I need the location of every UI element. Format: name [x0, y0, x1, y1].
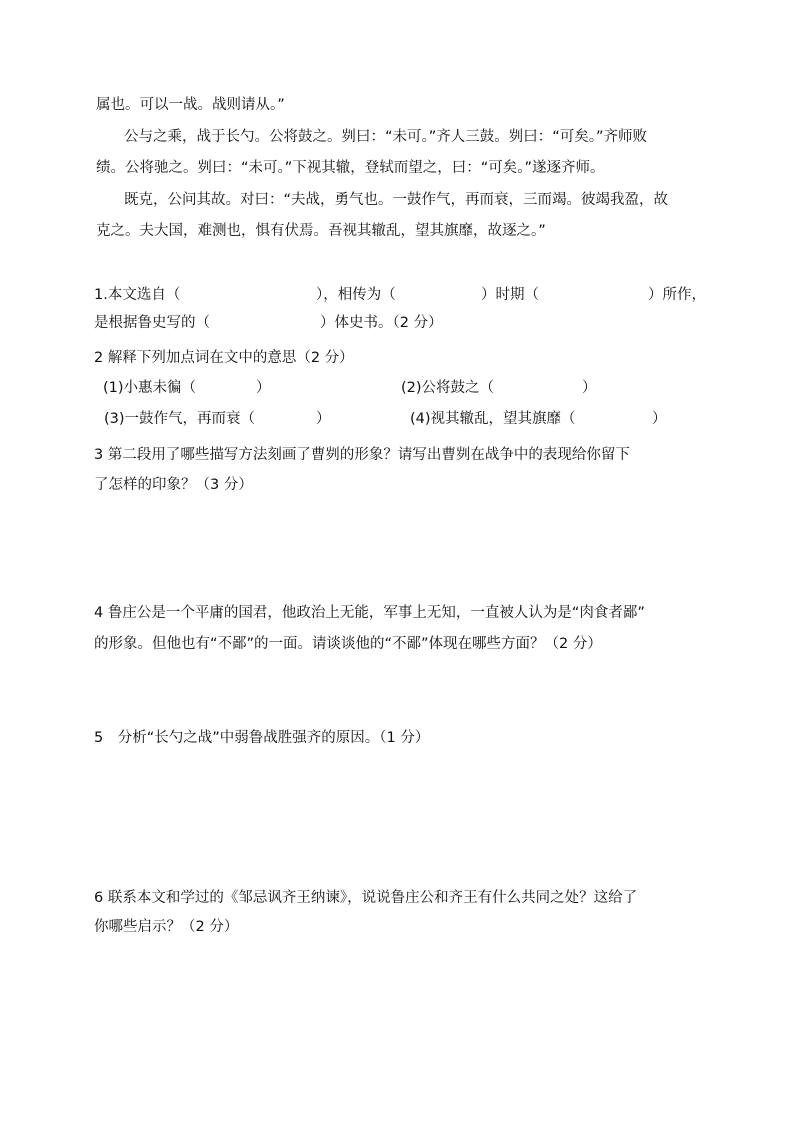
q3-text: 了怎样的印象？（3 分）: [94, 477, 253, 493]
q4-text: 的形象。但他也有“不鄙”的一面。请谈谈他的“不鄙”体现在哪些方面？（2 分）: [94, 636, 602, 652]
q2-item: (1)小惠未徧（: [103, 380, 197, 396]
q1-text: 是根据鲁史写的（: [94, 315, 210, 331]
q2-item: (3)一鼓作气，再而衰（: [104, 411, 256, 427]
q2-item: ）: [582, 380, 597, 396]
q1-text: ）所作，: [648, 287, 706, 303]
q1-text: ）体史书。（2 分）: [320, 315, 443, 331]
q1-text: 1.本文选自（: [94, 287, 181, 303]
q2-item: (2)公将鼓之（: [401, 380, 495, 396]
q2-title: 2 解释下列加点词在文中的意思（2 分）: [94, 350, 354, 366]
q1-text: ）时期（: [481, 287, 539, 303]
q2-item: ）: [316, 411, 331, 427]
q4-text: 4 鲁庄公是一个平庸的国君，他政治上无能，军事上无知，一直被人认为是“肉食者鄙”: [94, 605, 645, 621]
passage-line: 绩。公将驰之。刿曰：“未可。”下视其辙，登轼而望之，曰：“可矣。”遂逐齐师。: [96, 160, 605, 176]
passage-line: 公与之乘，战于长勺。公将鼓之。刿曰：“未可。”齐人三鼓。刿曰：“可矣。”齐师败: [124, 129, 648, 145]
q1-text: ），相传为（: [316, 287, 396, 303]
q6-text: 你哪些启示？（2 分）: [94, 919, 239, 935]
passage-line: 属也。可以一战。战则请从。”: [96, 97, 285, 113]
q5-text: 5 分析“长勺之战”中弱鲁战胜强齐的原因。（1 分）: [94, 730, 430, 746]
passage-line: 既克，公问其故。对曰：“夫战，勇气也。一鼓作气，再而衰，三而竭。彼竭我盈，故: [124, 192, 669, 208]
q2-item: ）: [256, 380, 271, 396]
passage-line: 克之。夫大国，难测也，惧有伏焉。吾视其辙乱，望其旗靡，故逐之。”: [96, 223, 546, 239]
q3-text: 3 第二段用了哪些描写方法刻画了曹刿的形象？请写出曹刿在战争中的表现给你留下: [94, 447, 630, 463]
q2-item: (4)视其辙乱，望其旗靡（: [410, 411, 576, 427]
q2-item: ）: [652, 411, 667, 427]
q6-text: 6 联系本文和学过的《邹忌讽齐王纳谏》，说说鲁庄公和齐王有什么共同之处？这给了: [94, 890, 638, 906]
